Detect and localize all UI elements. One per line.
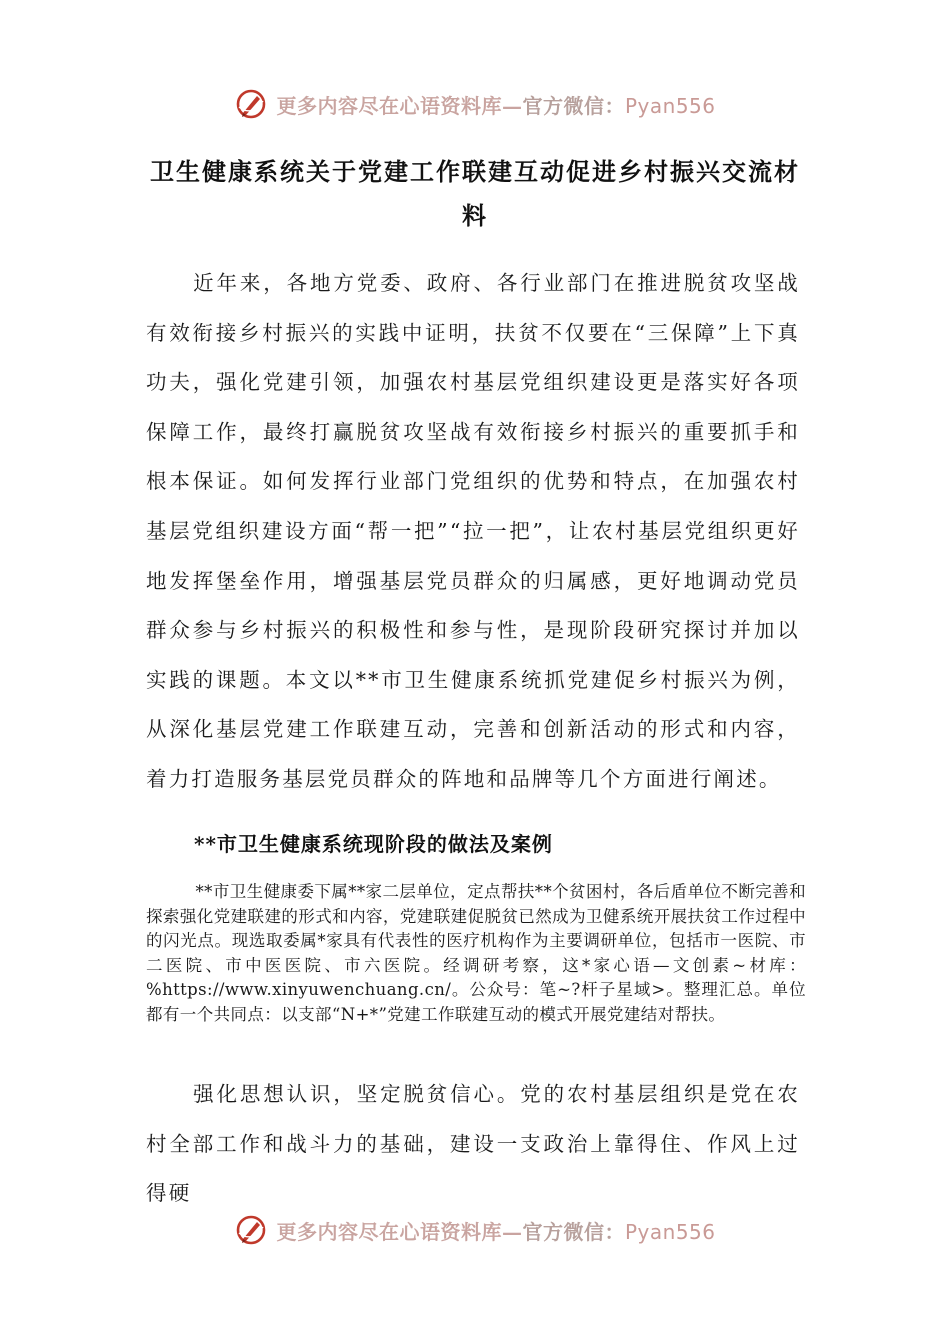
paragraph-practices: **市卫生健康委下属**家二层单位，定点帮扶**个贫困村，各后盾单位不断完善和探索强化党建联建的形式和内容，党建联建促脱贫已然成为卫健系统开展扶贫工作过程中的闪光点。现选取委属*家具有代表性的医疗机构作为主要调研单位，包括市一医院、市二医院、市中医医院、市六医院。经调研考察，这*家心语—文创素~材库：%https://www.xinyuwenchuang.cn/。公众号：笔~?杆子星域>。整理汇总。单位都有一个共同点：以支部“N+*”党建工作联建互动的模式开展党建结对帮扶。 [146,882,806,1024]
watermark-wechat-id: Pyan556 [624,1219,716,1244]
watermark-dash: — [501,93,523,118]
watermark-text [276,1216,715,1245]
paragraph-strengthen: 强化思想认识，坚定脱贫信心。党的农村基层组织是党在农村全部工作和战斗力的基础，建设一支政治上靠得住、作风上过得硬 [146,1082,800,1206]
watermark-wechat-label: 官方微信： [522,1219,625,1244]
watermark-text [276,90,715,119]
pen-circle-logo-icon [234,87,268,121]
pen-circle-logo-icon [234,1213,268,1247]
paragraph-intro: 近年来，各地方党委、政府、各行业部门在推进脱贫攻坚战有效衔接乡村振兴的实践中证明，扶贫不仅要在“三保障”上下真功夫，强化党建引领，加强农村基层党组织建设更是落实好各项保障工作，最终打赢脱贫攻坚战有效衔接乡村振兴的重要抓手和根本保证。如何发挥行业部门党组织的优势和特点，在加强农村基层党组织建设方面“帮一把”“拉一把”，让农村基层党组织更好地发挥堡垒作用，增强基层党员群众的归属感，更好地调动党员群众参与乡村振兴的积极性和参与性，是现阶段研究探讨并加以实践的课题。本文以**市卫生健康系统抓党建促乡村振兴为例，从深化基层党建工作联建互动，完善和创新活动的形式和内容，着力打造服务基层党员群众的阵地和品牌等几个方面进行阐述。 [146,271,800,791]
bottom-watermark-inner [234,1213,715,1247]
watermark-main-text: 更多内容尽在心语资料库 [276,93,502,118]
watermark-wechat-label: 官方微信： [522,93,625,118]
top-watermark-inner [234,87,715,121]
section-heading: **市卫生健康系统现阶段的做法及案例 [194,832,553,856]
top-watermark-banner [0,84,950,124]
watermark-dash: — [501,1219,523,1244]
watermark-wechat-id: Pyan556 [624,93,716,118]
bottom-watermark-banner [0,1210,950,1250]
watermark-main-text: 更多内容尽在心语资料库 [276,1219,502,1244]
document-title: 卫生健康系统关于党建工作联建互动促进乡村振兴交流材料 [150,157,800,230]
